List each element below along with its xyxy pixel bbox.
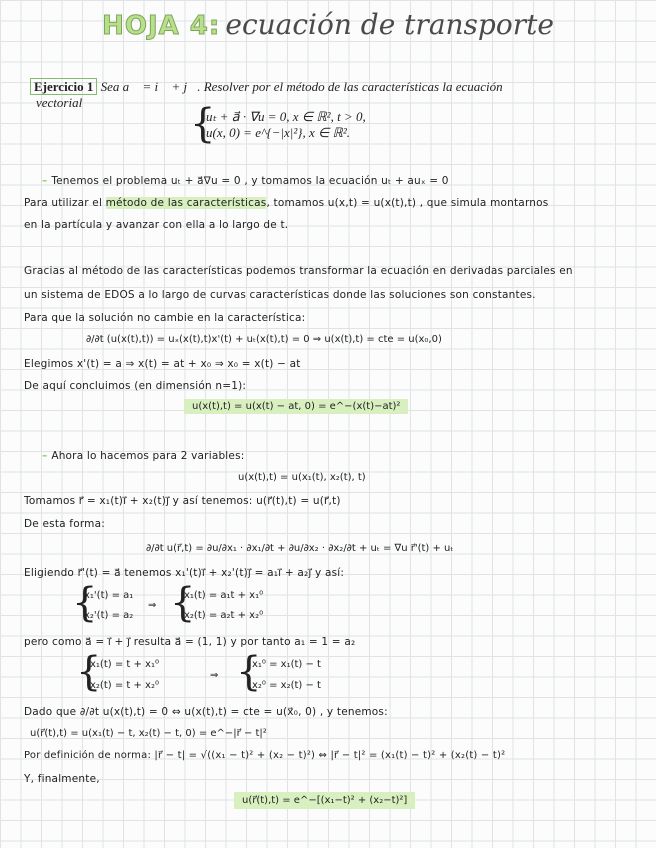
highlighted-text: método de las características	[105, 197, 267, 209]
page-title	[0, 8, 656, 41]
note-line: en la partícula y avanzar con ella a lo largo de t.	[24, 219, 289, 231]
equation-line: ∂/∂t (u(x(t),t)) = uₓ(x(t),t)x'(t) + uₜ(x(t),t) = 0 ⇒ u(x(t),t) = cte = u(x₀,0)	[86, 334, 442, 345]
note-line: Para que la solución no cambie en la característica:	[24, 312, 306, 324]
note-line: Eligiendo r⃗'(t) = a⃗ tenemos x₁'(t)i⃗ + x₂'(t)j⃗ = a₁i⃗ + a₂j⃗ y así:	[24, 567, 345, 579]
note-line: De esta forma:	[24, 518, 105, 530]
system-brace: {	[170, 580, 196, 626]
exercise-label: Ejercicio 1	[30, 78, 97, 95]
note-line: Por definición de norma: |r⃗ − t| = √((x₁ − t)² + (x₂ − t)²) ⇔ |r⃗ − t|² = (x₁(t) − t)² + (x₂(t) − t)²	[24, 750, 506, 761]
exercise-text-cont: vectorial	[36, 95, 83, 110]
system-line: x₁⁰ = x₁(t) − t	[252, 659, 321, 670]
equation-2: u(x, 0) = e^{−|x|²}, x ∈ ℝ².	[206, 125, 350, 140]
note-line: pero como a⃗ = i⃗ + j⃗ resulta a⃗ = (1, 1) y por tanto a₁ = 1 = a₂	[24, 636, 356, 648]
system-line: x₂(t) = a₂t + x₂⁰	[184, 610, 264, 621]
equation-line: u(r⃗(t),t) = u(x₁(t) − t, x₂(t) − t, 0) = e^−|r⃗ − t|²	[30, 728, 267, 739]
note-line	[42, 175, 449, 187]
note-text: Ahora lo hacemos para 2 variables:	[51, 450, 245, 462]
final-result: u(r⃗(t),t) = e^−[(x₁−t)² + (x₂−t)²]	[234, 792, 415, 809]
equation-line: ∂/∂t u(r⃗,t) = ∂u/∂x₁ · ∂x₁/∂t + ∂u/∂x₂ · ∂x₂/∂t + uₜ = ∇u r⃗'(t) + uₜ	[146, 543, 454, 554]
system-line: x₂⁰ = x₂(t) − t	[252, 680, 321, 691]
equation-1: uₜ + a⃗ · ∇u = 0, x ∈ ℝ², t > 0,	[206, 109, 366, 124]
note-line: Dado que ∂/∂t u(x(t),t) = 0 ⇔ u(x(t),t) = cte = u(x⃗₀, 0) , y tenemos:	[24, 706, 388, 718]
note-text: Para utilizar el	[24, 197, 106, 209]
implies-arrow: ⇒	[210, 670, 219, 681]
system-brace: {	[76, 649, 102, 695]
bullet-dash: –	[42, 175, 52, 187]
note-text: , tomamos u(x,t) = u(x(t),t) , que simula montarnos	[266, 197, 549, 209]
note-line	[42, 450, 245, 462]
system-line: x₂'(t) = a₂	[84, 610, 134, 621]
note-text: Tenemos el problema uₜ + a⃗∇u = 0 , y tomamos la ecuación uₜ + auₓ = 0	[51, 175, 449, 187]
note-line: un sistema de EDOS a lo largo de curvas características donde las soluciones son constantes.	[24, 289, 536, 301]
exercise-statement	[30, 79, 503, 95]
note-line: Gracias al método de las características podemos transformar la ecuación en derivadas parciales en	[24, 265, 573, 277]
system-line: x₁(t) = t + x₁⁰	[90, 659, 159, 670]
note-line: Elegimos x'(t) = a ⇒ x(t) = at + x₀ ⇒ x₀ = x(t) − at	[24, 358, 301, 370]
system-brace: {	[72, 580, 98, 626]
title-bold: HOJA 4:	[102, 11, 221, 41]
bullet-dash: –	[42, 450, 52, 462]
system-brace: {	[236, 649, 262, 695]
note-line	[24, 197, 548, 209]
exercise-text: Sea a⃗ = i⃗ + j⃗. Resolver por el método de las características la ecuación	[100, 79, 503, 94]
system-brace: {	[190, 101, 216, 147]
equation-line: u(x(t),t) = u(x₁(t), x₂(t), t)	[238, 472, 366, 483]
note-line: Tomamos r⃗ = x₁(t)i⃗ + x₂(t)j⃗ y así tenemos: u(r⃗(t),t) = u(r⃗,t)	[24, 495, 341, 507]
note-line: Y, finalmente,	[24, 773, 100, 785]
title-rest: ecuación de transporte	[225, 8, 554, 41]
system-line: x₁'(t) = a₁	[84, 590, 134, 601]
note-line: De aquí concluimos (en dimensión n=1):	[24, 380, 247, 392]
system-line: x₁(t) = a₁t + x₁⁰	[184, 590, 264, 601]
equation-system	[206, 109, 366, 141]
implies-arrow: ⇒	[148, 600, 157, 611]
system-line: x₂(t) = t + x₂⁰	[90, 680, 159, 691]
highlighted-result: u(x(t),t) = u(x(t) − at, 0) = e^−(x(t)−at)²	[184, 399, 408, 414]
